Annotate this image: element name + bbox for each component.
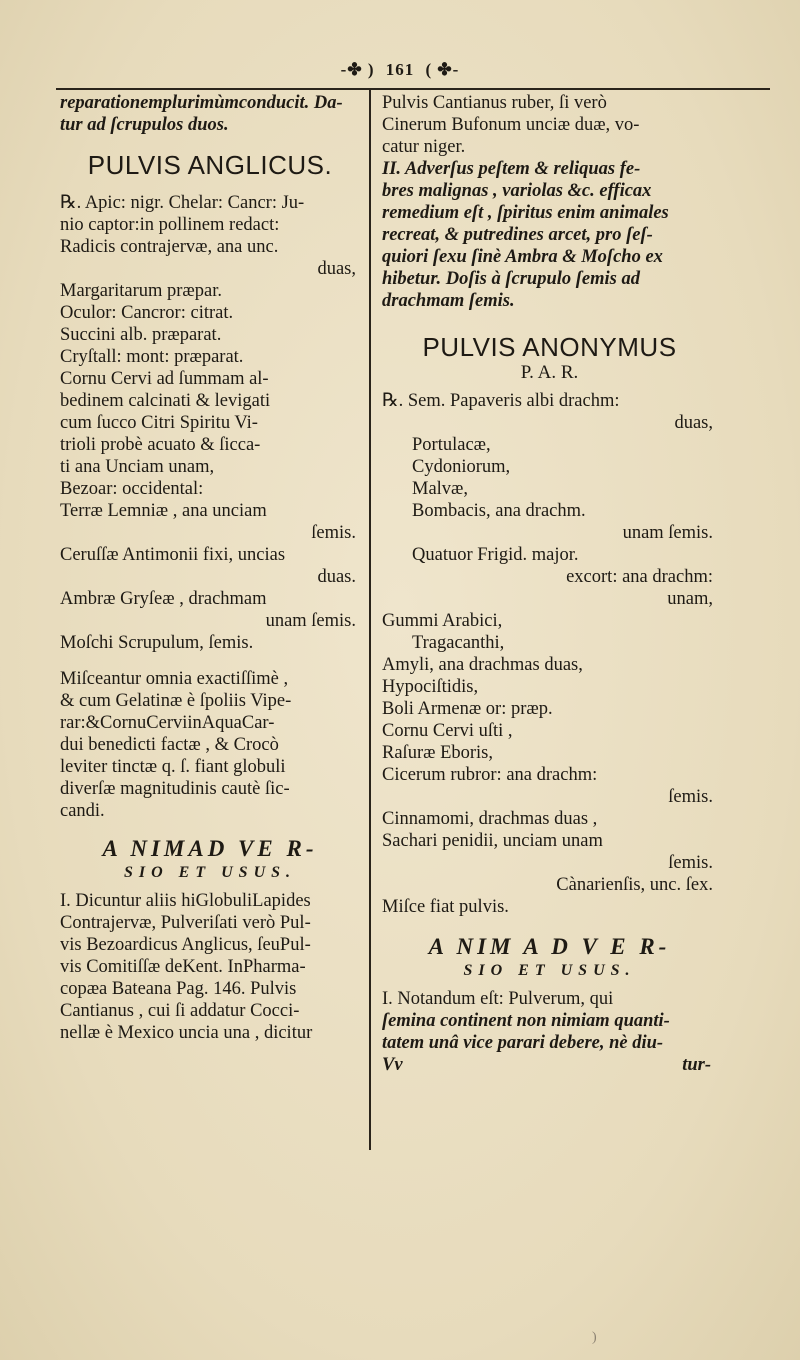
text-line: Portulacæ, [412, 435, 491, 455]
section-title: A NIMAD VE R- [102, 836, 318, 861]
text-line: Cantianus , cui ſi addatur Cocci- [60, 1001, 300, 1021]
running-head [0, 60, 800, 80]
text-line: recreat, & putredines arcet, pro ſeſ- [382, 225, 653, 245]
text-line: candi. [60, 801, 105, 821]
text-line: Bezoar: occidental: [60, 479, 204, 499]
text-line: I. Dicuntur aliis hiGlobuliLapides [60, 891, 311, 911]
text-line: Radicis contrajervæ, ana unc. [60, 237, 279, 257]
text-line: Cinerum Bufonum unciæ duæ, vo- [382, 115, 640, 135]
text-line: tatem unâ vice parari debere, nè diu- [382, 1033, 664, 1053]
text-line: Succini alb. præparat. [60, 325, 222, 345]
text-line: Moſchi Scrupulum, ſemis. [60, 633, 254, 653]
text-line: drachmam ſemis. [382, 291, 515, 311]
text-line: vis Bezoardicus Anglicus, ſeuPul- [60, 935, 311, 955]
section-subheading: P. A. R. [520, 362, 579, 383]
text-line: excort: ana drachm: [566, 567, 713, 587]
text-line: Miſceantur omnia exactiſſimè , [60, 669, 289, 689]
text-line: hibetur. Doſis à ſcrupulo ſemis ad [382, 269, 640, 289]
text-line: Cinnamomi, drachmas duas , [382, 809, 598, 829]
text-line: Amyli, ana drachmas duas, [382, 655, 583, 675]
text-line: ſemina continent non nimiam quanti- [382, 1011, 670, 1031]
section-title: A NIM A D V E R- [428, 934, 671, 959]
text-line: Gummi Arabici, [382, 611, 503, 631]
text-line: II. Adverſus peſtem & reliquas fe- [382, 159, 641, 179]
text-line: Cànarienſis, unc. ſex. [556, 875, 713, 895]
text-line: ℞. Sem. Papaveris albi drachm: [382, 391, 620, 411]
text-line: diverſæ magnitudinis cautè ſic- [60, 779, 290, 799]
text-line: ſemis. [311, 523, 356, 543]
text-line: nellæ è Mexico uncia una , dicitur [60, 1023, 313, 1043]
text-line: ℞. Apic: nigr. Chelar: Cancr: Ju- [60, 193, 305, 213]
text-line: leviter tinctæ q. ſ. fiant globuli [60, 757, 286, 777]
text-line: quiori ſexu ſinè Ambra & Moſcho ex [382, 247, 663, 267]
text-line: Miſce fiat pulvis. [382, 897, 509, 917]
text-line: rar:&CornuCerviinAquaCar- [60, 713, 275, 733]
text-line: Cornu Cervi ad ſummam al- [60, 369, 269, 389]
head-ornament-right: ( ✤- [425, 60, 460, 79]
text-line: ſemis. [668, 853, 713, 873]
text-line: Ambræ Gryſeæ , drachmam [60, 589, 267, 609]
text-line: Quatuor Frigid. major. [412, 545, 579, 565]
text-line: Margaritarum præpar. [60, 281, 223, 301]
text-line: unam, [667, 589, 713, 609]
catchword: tur- [682, 1055, 711, 1075]
page-number: 161 [385, 60, 415, 79]
page-mark: ) [592, 1330, 597, 1345]
text-line: Terræ Lemniæ , ana unciam [60, 501, 267, 521]
text-line: cum ſucco Citri Spiritu Vi- [60, 413, 258, 433]
text-line: Contrajervæ, Pulveriſati verò Pul- [60, 913, 311, 933]
text-line: Cicerum rubror: ana drachm: [382, 765, 598, 785]
text-line: bres malignas , variolas &c. efficax [382, 181, 652, 201]
text-line: Bombacis, ana drachm. [412, 501, 586, 521]
text-line: dui benedicti factæ , & Crocò [60, 735, 279, 755]
text-line: unam ſemis. [622, 523, 713, 543]
column-divider [369, 90, 371, 1150]
text-line: trioli probè acuato & ſicca- [60, 435, 261, 455]
text-line: I. Notandum eſt: Pulverum, qui [382, 989, 614, 1009]
left-column [60, 92, 360, 1044]
text-line: nio captor:in pollinem redact: [60, 215, 280, 235]
text-line: duas, [317, 259, 356, 279]
text-line: Malvæ, [412, 479, 469, 499]
text-line: reparationemplurimùmconducit. Da- [60, 93, 343, 113]
section-heading: PULVIS ANGLICUS. [87, 150, 333, 180]
text-line: Pulvis Cantianus ruber, ſi verò [382, 93, 607, 113]
right-column [382, 92, 717, 1076]
text-line: vis Comitiſſæ deKent. InPharma- [60, 957, 306, 977]
text-line: Sachari penidii, unciam unam [382, 831, 603, 851]
text-line: Cydoniorum, [412, 457, 511, 477]
header-rule [56, 88, 770, 90]
text-line: ſemis. [668, 787, 713, 807]
text-line: Cornu Cervi uſti , [382, 721, 513, 741]
text-line: Oculor: Cancror: citrat. [60, 303, 234, 323]
text-line: duas. [317, 567, 356, 587]
text-line: Cryſtall: mont: præparat. [60, 347, 244, 367]
text-line: Raſuræ Eboris, [382, 743, 493, 763]
text-line: Vv [382, 1055, 403, 1075]
text-line: Boli Armenæ or: præp. [382, 699, 553, 719]
text-line: Tragacanthi, [412, 633, 505, 653]
text-line: catur niger. [382, 137, 466, 157]
text-line: & cum Gelatinæ è ſpoliis Vipe- [60, 691, 292, 711]
section-subtitle: SIO ET USUS. [123, 864, 297, 881]
section-subtitle: SIO ET USUS. [463, 962, 636, 979]
text-line: ti ana Unciam unam, [60, 457, 215, 477]
text-line: Ceruſſæ Antimonii fixi, uncias [60, 545, 286, 565]
text-line: unam ſemis. [265, 611, 356, 631]
text-line: bedinem calcinati & levigati [60, 391, 271, 411]
head-ornament-left: -✤ ) [340, 60, 375, 79]
text-line: tur ad ſcrupulos duos. [60, 115, 229, 135]
text-line: duas, [674, 413, 713, 433]
text-line: Hypociſtidis, [382, 677, 479, 697]
section-heading: PULVIS ANONYMUS [422, 332, 677, 362]
text-line: copæa Bateana Pag. 146. Pulvis [60, 979, 297, 999]
text-line: remedium eſt , ſpiritus enim animales [382, 203, 669, 223]
